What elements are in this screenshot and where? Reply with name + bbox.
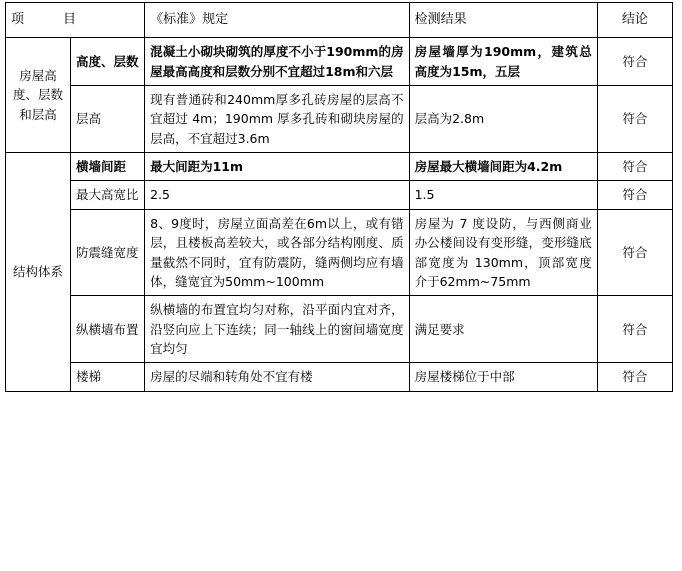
table-row xyxy=(6,153,673,181)
sub-label-aspect-ratio: 最大高宽比 xyxy=(70,181,144,209)
standard-cell: 房屋的尽端和转角处不宜有楼 xyxy=(145,363,410,391)
result-cell: 房屋最大横墙间距为4.2m xyxy=(409,153,597,181)
standard-cell: 8、9度时，房屋立面高差在6m以上，或有错层，且楼板高差较大，或各部分结构刚度、质量截然不同时，宜有防震防，缝两侧均应有墙体，缝宽宜为50mm~100mm xyxy=(145,209,410,296)
conclusion-cell: 符合 xyxy=(597,38,672,86)
result-cell: 层高为2.8m xyxy=(409,85,597,152)
result-cell: 房屋墙厚为190mm，建筑总高度为15m，五层 xyxy=(409,38,597,86)
sub-label-wall-layout: 纵横墙布置 xyxy=(70,296,144,363)
header-cell-conclusion: 结论 xyxy=(597,3,672,38)
header-cell-item: 项 目 xyxy=(6,3,145,38)
table-row xyxy=(6,38,673,86)
result-cell: 1.5 xyxy=(409,181,597,209)
sub-label-staircase: 楼梯 xyxy=(70,363,144,391)
table-row xyxy=(6,181,673,209)
group-label-structure-system: 结构体系 xyxy=(6,153,71,392)
table-row xyxy=(6,85,673,152)
conclusion-cell: 符合 xyxy=(597,153,672,181)
header-cell-result: 检测结果 xyxy=(409,3,597,38)
inspection-table xyxy=(5,2,673,392)
document-page xyxy=(0,2,682,571)
sub-label-seismic-joint-width: 防震缝宽度 xyxy=(70,209,144,296)
sub-label-height-floors: 高度、层数 xyxy=(70,38,144,86)
standard-cell: 2.5 xyxy=(145,181,410,209)
standard-cell: 纵横墙的布置宜均匀对称，沿平面内宜对齐，沿竖向应上下连续；同一轴线上的窗间墙宽度宜均匀 xyxy=(145,296,410,363)
result-cell: 房屋楼梯位于中部 xyxy=(409,363,597,391)
sub-label-storey-height: 层高 xyxy=(70,85,144,152)
sub-label-transverse-wall-spacing: 横墙间距 xyxy=(70,153,144,181)
table-header-row xyxy=(6,3,673,38)
table-row xyxy=(6,209,673,296)
conclusion-cell: 符合 xyxy=(597,209,672,296)
standard-cell: 最大间距为11m xyxy=(145,153,410,181)
standard-cell: 现有普通砖和240mm厚多孔砖房屋的层高不宜超过 4m；190mm 厚多孔砖和砌块房屋的层高，不宜超过3.6m xyxy=(145,85,410,152)
conclusion-cell: 符合 xyxy=(597,363,672,391)
header-cell-standard: 《标准》规定 xyxy=(145,3,410,38)
conclusion-cell: 符合 xyxy=(597,296,672,363)
conclusion-cell: 符合 xyxy=(597,181,672,209)
table-row xyxy=(6,363,673,391)
standard-cell: 混凝土小砌块砌筑的厚度不小于190mm的房屋最高高度和层数分别不宜超过18m和六层 xyxy=(145,38,410,86)
conclusion-cell: 符合 xyxy=(597,85,672,152)
result-cell: 房屋为 7 度设防，与西侧商业办公楼间设有变形缝，变形缝底部宽度为 130mm，顶部宽度介于62mm~75mm xyxy=(409,209,597,296)
result-cell: 满足要求 xyxy=(409,296,597,363)
table-row xyxy=(6,296,673,363)
group-label-height: 房屋高度、层数和层高 xyxy=(6,38,71,153)
